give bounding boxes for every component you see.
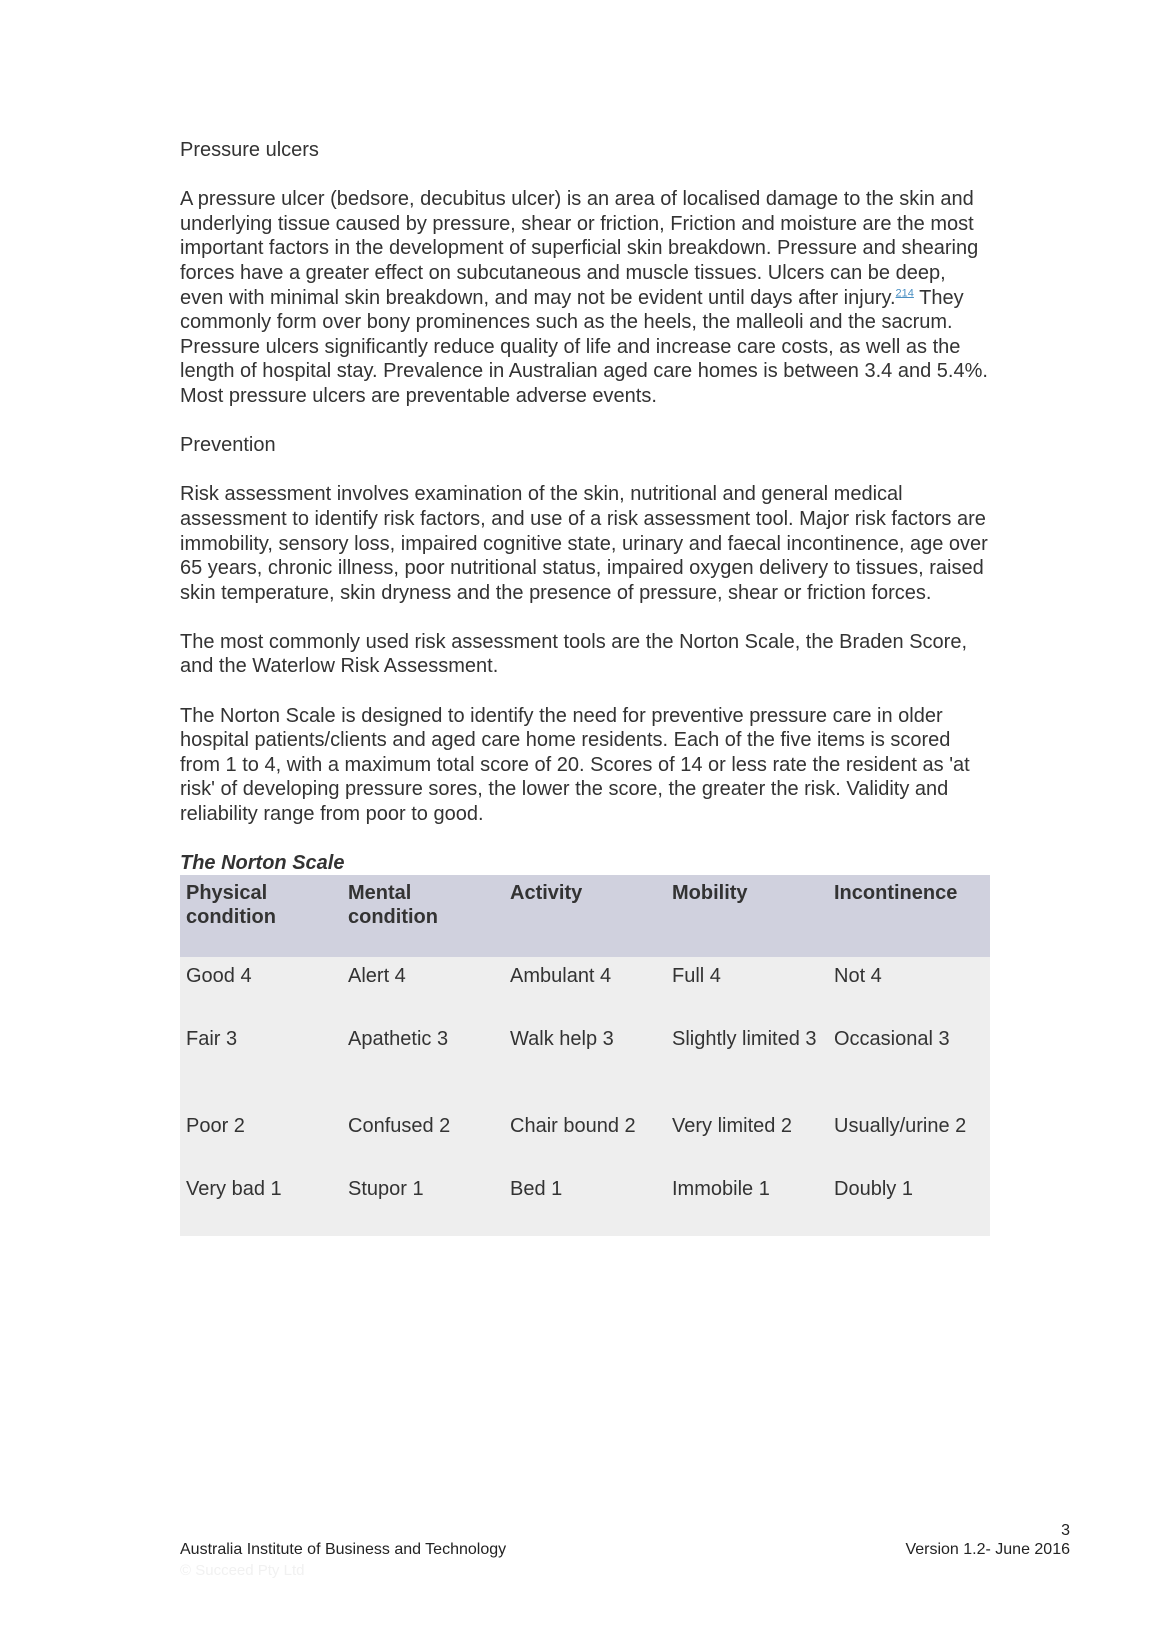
table-cell: Very bad 1 [180, 1170, 342, 1236]
paragraph-text: They commonly form over bony prominences such as the heels, the malleoli and the sacrum. Pressure ulcers significantly reduce quality of life and increase care costs, as well as the length of hospital stay. Prevalence in Australian aged care homes is between 3.4 and 5.4%. Most pressure ulcers are preventable adverse events. [180, 286, 988, 407]
page-number: 3 [1061, 1522, 1070, 1539]
table-cell: Full 4 [666, 957, 828, 1020]
footnote-link[interactable]: 214 [895, 286, 914, 299]
section-heading-prevention: Prevention [180, 434, 276, 457]
header-physical-condition: Physical condition [180, 875, 342, 957]
table-cell: Usually/urine 2 [828, 1107, 990, 1170]
header-mobility: Mobility [666, 875, 828, 957]
paragraph-risk-assessment: Risk assessment involves examination of the skin, nutritional and general medical assessment to identify risk factors, and use of a risk assessment tool. Major risk factors are immobility, sensory loss, impaired cognitive state, urinary and faecal incontinence, age over 65 years, chronic illness, poor nutritional status, impaired oxygen delivery to tissues, raised skin temperature, skin dryness and the presence of pressure, shear or friction forces. [180, 483, 988, 604]
footer-watermark: © Succeed Pty Ltd [180, 1562, 305, 1579]
norton-scale-table [180, 875, 990, 1236]
table-row [180, 1107, 990, 1170]
table-cell: Ambulant 4 [504, 957, 666, 1020]
table-cell: Immobile 1 [666, 1170, 828, 1236]
section-heading-pressure-ulcers: Pressure ulcers [180, 139, 319, 161]
table-cell: Chair bound 2 [504, 1107, 666, 1170]
table-row [180, 1020, 990, 1107]
paragraph-pressure-ulcers [180, 187, 990, 408]
table-cell: Slightly limited 3 [666, 1020, 828, 1107]
table-cell: Very limited 2 [666, 1107, 828, 1170]
table-cell: Apathetic 3 [342, 1020, 504, 1107]
header-mental-condition: Mental condition [342, 875, 504, 957]
paragraph-assessment-tools: The most commonly used risk assessment tools are the Norton Scale, the Braden Score, and the Waterlow Risk Assessment. [180, 630, 968, 678]
header-incontinence: Incontinence [828, 875, 990, 957]
paragraph-norton-scale: The Norton Scale is designed to identify the need for preventive pressure care in older hospital patients/clients and aged care home residents. Each of the five items is scored from 1 to 4, with a maximum total score of 20. Scores of 14 or less rate the resident as 'at risk' of developing pressure sores, the lower the score, the greater the risk. Validity and reliability range from poor to good. [180, 704, 970, 826]
paragraph-text: A pressure ulcer (bedsore, decubitus ulcer) is an area of localised damage to the skin and underlying tissue caused by pressure, shear or friction, Friction and moisture are the most important factors in the development of superficial skin breakdown. Pressure and shearing forces have a greater effect on subcutaneous and muscle tissues. Ulcers can be deep, even with minimal skin breakdown, and may not be evident until days after injury. [180, 188, 979, 309]
footer-institution: Australia Institute of Business and Technology [180, 1541, 507, 1558]
table-cell: Walk help 3 [504, 1020, 666, 1107]
table-cell: Good 4 [180, 957, 342, 1020]
table-title: The Norton Scale [180, 852, 345, 875]
document-body [180, 138, 990, 1236]
footer-version: Version 1.2- June 2016 [905, 1541, 1070, 1558]
table-row [180, 1170, 990, 1236]
table-header-row [180, 875, 990, 957]
table-cell: Confused 2 [342, 1107, 504, 1170]
table-cell: Bed 1 [504, 1170, 666, 1236]
table-row [180, 957, 990, 1020]
table-cell: Doubly 1 [828, 1170, 990, 1236]
table-cell: Occasional 3 [828, 1020, 990, 1107]
table-cell: Fair 3 [180, 1020, 342, 1107]
header-activity: Activity [504, 875, 666, 957]
table-cell: Stupor 1 [342, 1170, 504, 1236]
table-cell: Poor 2 [180, 1107, 342, 1170]
table-cell: Not 4 [828, 957, 990, 1020]
table-cell: Alert 4 [342, 957, 504, 1020]
